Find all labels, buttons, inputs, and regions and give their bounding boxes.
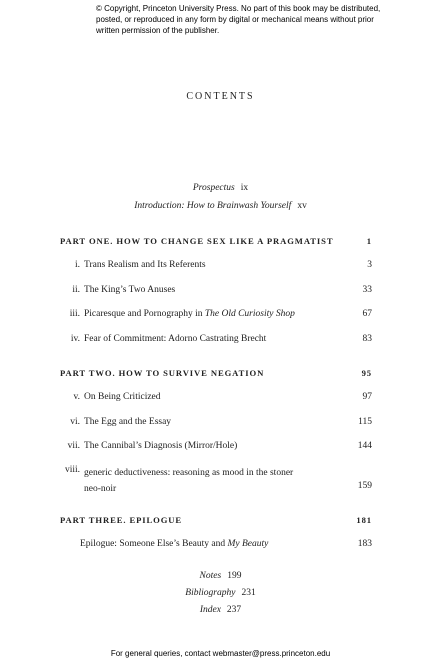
chapter-page: 83 [362, 334, 372, 344]
toc-part-two [60, 368, 372, 378]
toc-part-one [60, 236, 372, 246]
chapter-number: viii. [64, 465, 80, 475]
footer-contact: For general queries, contact webmaster@press.princeton.edu [110, 649, 331, 658]
part-title: PART ONE. HOW TO CHANGE SEX LIKE A PRAGMATIST [60, 236, 334, 246]
part-page: 95 [361, 368, 372, 378]
chapter-page: 3 [367, 260, 372, 270]
contents-heading: CONTENTS [186, 91, 255, 102]
chapter-number: v. [73, 392, 80, 402]
part-page: 1 [366, 236, 372, 246]
toc-entry-notes [0, 571, 441, 581]
entry-title: Notes [199, 571, 222, 581]
chapter-number: vi. [70, 417, 80, 427]
entry-title: Prospectus [192, 183, 235, 193]
entry-title: Index [199, 605, 221, 615]
chapter-title: Trans Realism and Its Referents [84, 260, 206, 270]
chapter-number: ii. [72, 285, 80, 295]
part-title: PART TWO. HOW TO SURVIVE NEGATION [60, 368, 265, 378]
entry-page: 231 [241, 588, 256, 598]
chapter-title: Picaresque and Pornography in The Old Curiosity Shop [84, 309, 295, 319]
entry-page: 237 [226, 605, 242, 615]
chapter-page: 67 [362, 309, 372, 319]
chapter-page: 115 [358, 417, 372, 427]
chapter-title-italic: The Old Curiosity Shop [204, 309, 295, 319]
entry-title: Bibliography [185, 588, 236, 598]
chapter-number: vii. [67, 441, 80, 451]
entry-page: 199 [227, 571, 242, 581]
entry-page: xv [297, 201, 307, 211]
chapter-title: On Being Criticized [84, 392, 161, 402]
chapter-title-line1: generic deductiveness: reasoning as mood in the stoner [84, 468, 294, 478]
toc-entry-bibliography [0, 588, 441, 598]
chapter-title: Epilogue: Someone Else’s Beauty and My Beauty [80, 539, 269, 549]
chapter-page: 97 [362, 392, 372, 402]
chapter-title: The Cannibal’s Diagnosis (Mirror/Hole) [84, 441, 238, 451]
chapter-number: i. [74, 260, 80, 270]
part-title: PART THREE. EPILOGUE [60, 515, 183, 525]
chapter-title-line2: neo-noir [84, 484, 117, 494]
toc-entry-prospectus [0, 183, 441, 193]
chapter-title: The King’s Two Anuses [84, 285, 176, 295]
chapter-title-italic: My Beauty [227, 539, 269, 549]
entry-page: ix [240, 183, 249, 193]
chapter-number: iv. [70, 334, 80, 344]
toc-entry-introduction [0, 201, 441, 211]
toc-entry-index [0, 605, 441, 615]
chapter-title [84, 465, 293, 497]
entry-title: Introduction: How to Brainwash Yourself [134, 201, 292, 211]
copyright-notice: © Copyright, Princeton University Press. No part of this book may be distributed, posted, or reproduced in any form by digital or mechanical means without prior written permission of the publisher. [96, 4, 381, 35]
chapter-number: iii. [69, 309, 80, 319]
toc-part-three [60, 515, 372, 525]
chapter-title: Fear of Commitment: Adorno Castrating Brecht [84, 334, 267, 344]
chapter-page: 183 [357, 539, 372, 549]
chapter-title: The Egg and the Essay [84, 417, 172, 427]
chapter-page: 159 [357, 481, 372, 491]
part-page: 181 [356, 515, 372, 525]
chapter-page: 144 [357, 441, 372, 451]
chapter-page: 33 [362, 285, 372, 295]
